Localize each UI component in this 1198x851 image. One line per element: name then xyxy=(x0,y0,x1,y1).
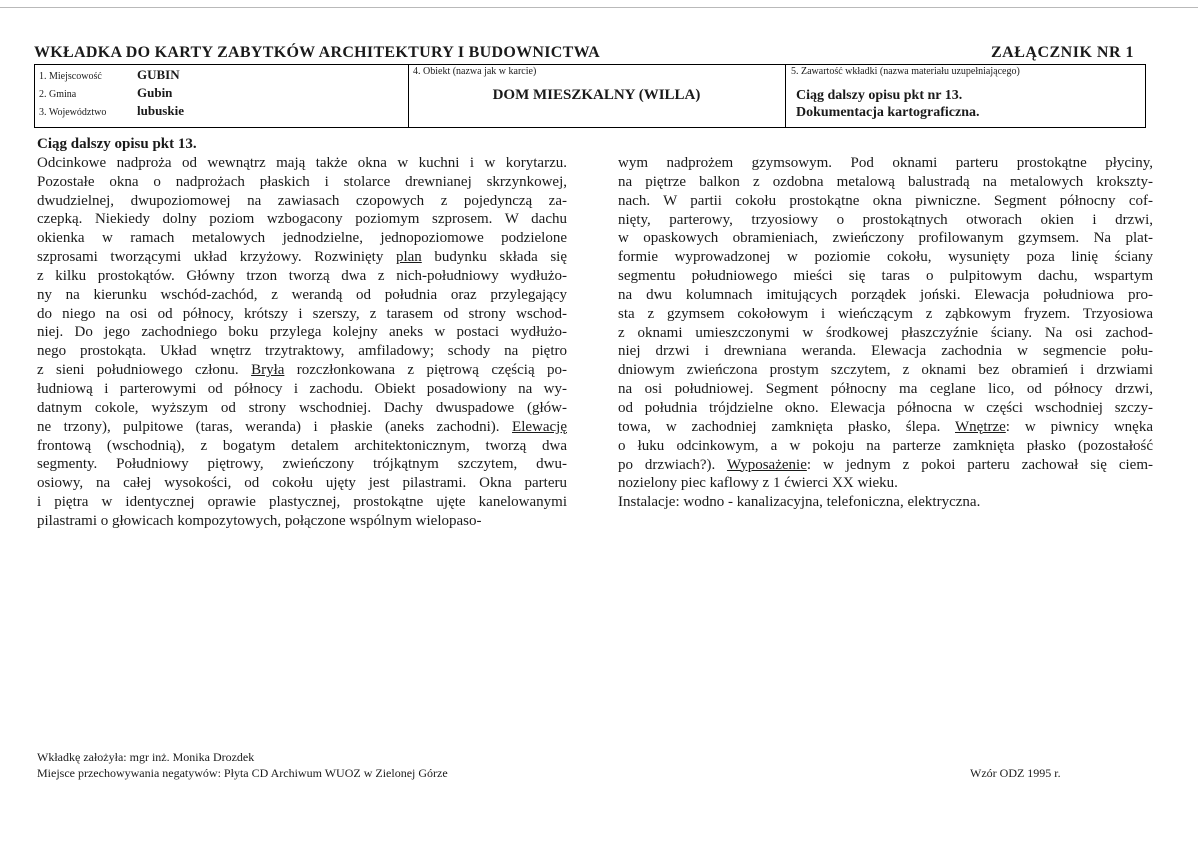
left-column-line: nego prostokąta. Układ wnętrz trzytraktowy, amfiladowy; schody na piętro xyxy=(37,343,567,360)
voivodeship-label: 3. Województwo xyxy=(39,107,107,118)
contents-value xyxy=(796,87,980,121)
commune-label: 2. Gmina xyxy=(39,89,77,100)
right-column-line: segmentu południowego mieści się taras o pulpitowym dachu, wspartym xyxy=(618,268,1153,285)
left-column-line: ne trzony), pulpitowe (taras, weranda) i płaskie (aneks zachodni). Elewację xyxy=(37,418,567,435)
left-column-line: segmenty. Południowy piętrowy, zwieńczony trójkątnym szczytem, dwu- xyxy=(37,456,567,473)
left-column-line: z kilku prostokątów. Główny trzon tworzą dwa z nich-południowy wydłużo- xyxy=(37,267,567,284)
right-column-line: o łuku odcinkowym, a w pokoju na parterze zamknięta płasko (pozostałość xyxy=(618,437,1153,454)
right-column-line: od południa trójdzielne okno. Elewacja północna w części wschodniej szczy- xyxy=(618,399,1153,416)
section-heading: Ciąg dalszy opisu pkt 13. xyxy=(37,136,197,152)
contents-label: 5. Zawartość wkładki (nazwa materiału uzupełniającego) xyxy=(791,66,1020,77)
left-column-line: niej. Do jego zachodniego boku przylega kolejny aneks w postaci wydłużo- xyxy=(37,324,567,341)
left-column-line: szprosami tworzącymi układ krzyżowy. Rozwinięty plan budynku składa się xyxy=(37,249,567,266)
left-column-line: Pozostałe okna o nadprożach płaskich i stolarce drewnianej skrzynkowej, xyxy=(37,173,567,190)
underlined-term: Elewację xyxy=(512,418,567,435)
right-column-line: towa, w zachodniej zamknięta płasko, ślepa. Wnętrze: w piwnicy wnęka xyxy=(618,418,1153,435)
object-cell xyxy=(408,65,786,127)
town-label: 1. Miejscowość xyxy=(39,71,102,82)
right-column-line: wym nadprożem gzymsowym. Pod oknami parteru prostokątne płyciny, xyxy=(618,155,1153,171)
underlined-term: Wnętrze xyxy=(955,418,1006,435)
left-column-lines xyxy=(37,154,567,531)
contents-cell xyxy=(786,65,1146,127)
description-column-left xyxy=(37,135,567,531)
right-column-line: sta z gzymsem cokołowym i wieńczącym z ząbkowym fryzem. Trzyosiowa xyxy=(618,305,1153,322)
right-column-line: z oknami umieszczonymi w środkowej płaszczyźnie ściany. Na osi zachod- xyxy=(618,324,1153,341)
right-column-line: na piętrze balkon z ozdobna metalową balustradą na metalowych krokszty- xyxy=(618,173,1153,190)
negatives-storage-line: Miejsce przechowywania negatywów: Płyta CD Archiwum WUOZ w Zielonej Górze xyxy=(37,766,448,780)
object-name: DOM MIESZKALNY (WILLA) xyxy=(492,87,701,103)
card-header xyxy=(34,40,1146,64)
card-title: WKŁADKA DO KARTY ZABYTKÓW ARCHITEKTURY I BUDOWNICTWA xyxy=(34,44,600,61)
left-column-line: do niego na osi od północy, krótszy i szerszy, z tarasem od strony wschod- xyxy=(37,305,567,322)
left-column-line: okienka w ramach metalowych jednodzielne, jednopoziomowe podzielone xyxy=(37,230,567,247)
right-column-line: niej drzwi i drewniana weranda. Elewacja zachodnia w segmencie połu- xyxy=(618,343,1153,360)
right-column-line: nięty, parterowy, trzyosiowy o prostokątnych otworach okien i drzwi, xyxy=(618,211,1153,228)
commune-row xyxy=(39,84,172,100)
underlined-term: Wyposażenie xyxy=(726,456,807,473)
underlined-term: Bryła xyxy=(251,362,285,379)
right-column-line: nozielony piec kaflowy z 1 ćwierci XX wieku. xyxy=(618,475,898,492)
contents-line-2: Dokumentacja kartograficzna. xyxy=(796,105,980,120)
underlined-term: plan xyxy=(395,249,422,266)
template-version: Wzór ODZ 1995 r. xyxy=(970,766,1061,780)
object-label: 4. Obiekt (nazwa jak w karcie) xyxy=(413,66,537,77)
scan-edge-line xyxy=(0,7,1198,8)
left-column-line: i piętra w identycznej oprawie plastycznej, prostokątne ujęte kanelowanymi xyxy=(37,494,567,511)
info-table xyxy=(34,64,1146,128)
right-column-line: Instalacje: wodno - kanalizacyjna, telefoniczna, elektryczna. xyxy=(618,494,981,511)
town-value: GUBIN xyxy=(137,67,180,82)
right-column-line: w opaskowych obramieniach, zwieńczony profilowanym gzymsem. Na plat- xyxy=(618,230,1153,247)
right-column-line: po drzwiach?). Wyposażenie: w jednym z pokoi parteru zachował się ciem- xyxy=(618,456,1153,473)
right-column-line: formie wyprowadzonej w poziomie cokołu, wysunięty poza linię ściany xyxy=(618,249,1153,266)
left-column-line: dwudzielnej, dwupoziomowej na zawiasach czopowych z pojedynczą za- xyxy=(37,192,567,209)
left-column-line: czepką. Niekiedy dolny poziom wzbogacony poziomym szprosem. W dachu xyxy=(37,211,567,228)
voivodeship-value: lubuskie xyxy=(137,103,184,118)
description-column-right xyxy=(618,154,1153,512)
insert-card xyxy=(34,40,1146,128)
left-column-line: ny na kierunku wschód-zachód, z werandą od południa oraz przylegający xyxy=(37,286,567,303)
town-row xyxy=(39,66,180,82)
left-column-line: datnym cokole, wyższym od strony wschodniej. Dachy dwuspadowe (głów- xyxy=(37,399,567,416)
location-cell xyxy=(34,65,409,127)
left-column-line: frontową (wschodnią), z bogatym detalem architektonicznym, tworzą dwa xyxy=(37,437,567,454)
contents-line-1: Ciąg dalszy opisu pkt nr 13. xyxy=(796,88,963,103)
left-column-line: osiowy, na całej wysokości, od cokołu ujęty jest pilastrami. Okna parteru xyxy=(37,475,567,492)
left-column-line: Odcinkowe nadproża od wewnątrz mają także okna w kuchni i w korytarzu. xyxy=(37,154,567,171)
voivodeship-row xyxy=(39,102,184,118)
right-column-line: na osi południowej. Segment północny ma ceglane lico, od północy drzwi, xyxy=(618,381,1153,398)
left-column-line: łudniową i parterowymi od północy i zachodu. Obiekt posadowiony na wy- xyxy=(37,380,567,397)
right-column-line: na dwu kolumnach imitujących porządek joński. Elewacja południowa pro- xyxy=(618,286,1153,303)
annex-number: ZAŁĄCZNIK NR 1 xyxy=(990,44,1134,61)
left-column-line: pilastrami o głowicach kompozytowych, połączone wspólnym wielopaso- xyxy=(37,512,482,529)
right-column-line: dniowym zwieńczona prostym szczytem, z oknami bez obramień i drzwiami xyxy=(618,362,1153,379)
commune-value: Gubin xyxy=(137,85,173,100)
left-column-line: z sieni południowego członu. Bryła rozczłonkowana z piętrową częścią po- xyxy=(37,362,567,379)
right-column-line: nach. W partii cokołu prostokątne okna piwniczne. Segment północny cof- xyxy=(618,192,1153,209)
author-line: Wkładkę założyła: mgr inż. Monika Drozdek xyxy=(37,750,255,764)
